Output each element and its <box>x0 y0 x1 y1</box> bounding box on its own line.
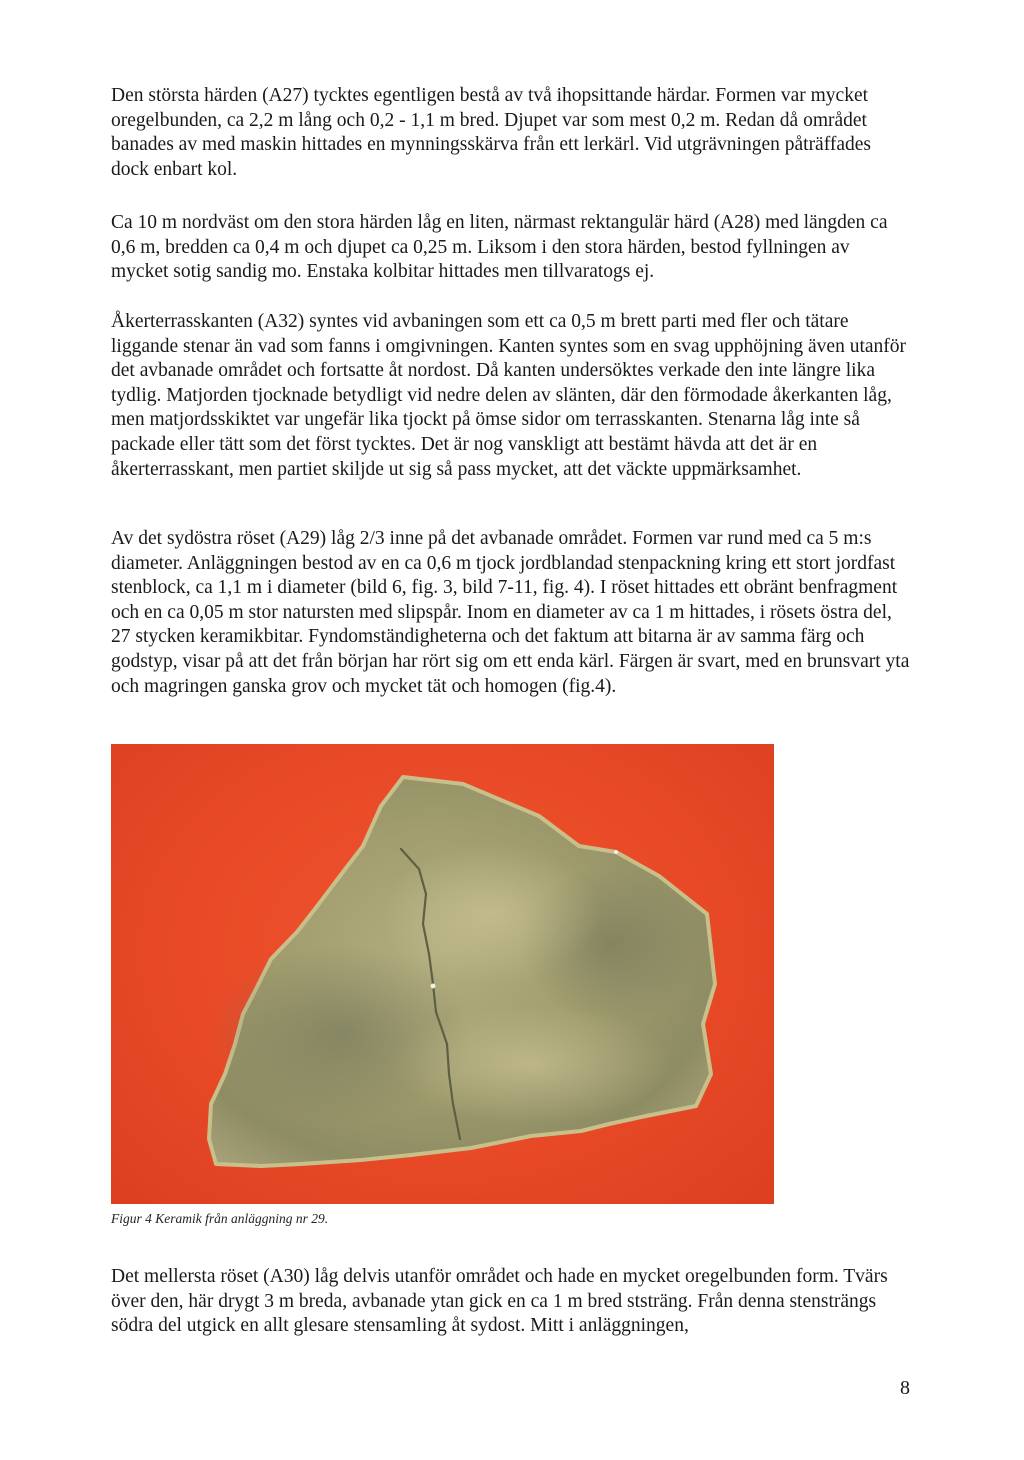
page-number: 8 <box>900 1377 910 1399</box>
paragraph-terrace-edge-a32: Åkerterrasskanten (A32) syntes vid avbaningen som ett ca 0,5 m brett parti med fler och tätare liggande stenar än vad som fanns i omgivningen. Kanten syntes som en svag upphöjning även utanför det avbanade området och fortsatte åt nordost. Då kanten undersöktes verkade den inte längre lika tydlig. Matjorden tjocknade betydligt vid nedre delen av slänten, där den förmodade åkerkanten låg, men matjordsskiktet var ungefär lika tjockt på ömse sidor om terrasskanten. Stenarna låg inte så packade eller tätt som det först tycktes. Det är nog vanskligt att bestämt hävda att det är en åkerterrasskant, men partiet skiljde ut sig så pass mycket, att det väckte uppmärksamhet. <box>111 311 907 480</box>
pottery-sherd-photo <box>111 744 774 1204</box>
paragraph-cairn-a30: Det mellersta röset (A30) låg delvis utanför området och hade en mycket oregelbunden form. Tvärs över den, här drygt 3 m breda, avbanade ytan gick en ca 1 m bred ststräng. Från denna stensträngs södra del utgick en allt glesare stensamling åt sydost. Mitt i anläggningen, <box>111 1266 888 1337</box>
paragraph-hearth-a28: Ca 10 m nordväst om den stora härden låg en liten, närmast rektangulär härd (A28) med längden ca 0,6 m, bredden ca 0,4 m och djupet ca 0,25 m. Liksom i den stora härden, bestod fyllningen av mycket sotig sandig mo. Enstaka kolbitar hittades men tillvaratogs ej. <box>111 212 888 283</box>
paragraph-hearth-a27: Den största härden (A27) tycktes egentligen bestå av två ihopsittande härdar. Formen var mycket oregelbunden, ca 2,2 m lång och 0,2 - 1,1 m bred. Djupet var som mest 0,2 m. Redan då området banades av med maskin hittades en mynningsskärva från ett lerkärl. Vid utgrävningen påträffades dock enbart kol. <box>111 85 871 180</box>
paragraph-cairn-a29: Av det sydöstra röset (A29) låg 2/3 inne på det avbanade området. Formen var rund med ca 5 m:s diameter. Anläggningen bestod av en ca 0,6 m tjock jordblandad stenpackning kring ett stort jordfast stenblock, ca 1,1 m i diameter (bild 6, fig. 3, bild 7-11, fig. 4). I röset hittades ett obränt benfragment och en ca 0,05 m stor natursten med slipspår. Inom en diameter av ca 1 m hittades, i rösets östra del, 27 stycken keramikbitar. Fyndomständigheterna och det faktum att bitarna är av samma färg och godstyp, visar på att det från början har rört sig om ett enda kärl. Färgen är svart, med en brunsvart yta och magringen ganska grov och mycket tät och homogen (fig.4). <box>111 528 910 697</box>
figure-caption: Figur 4 Keramik från anläggning nr 29. <box>111 1211 329 1226</box>
pottery-sherd-illustration <box>111 744 774 1204</box>
